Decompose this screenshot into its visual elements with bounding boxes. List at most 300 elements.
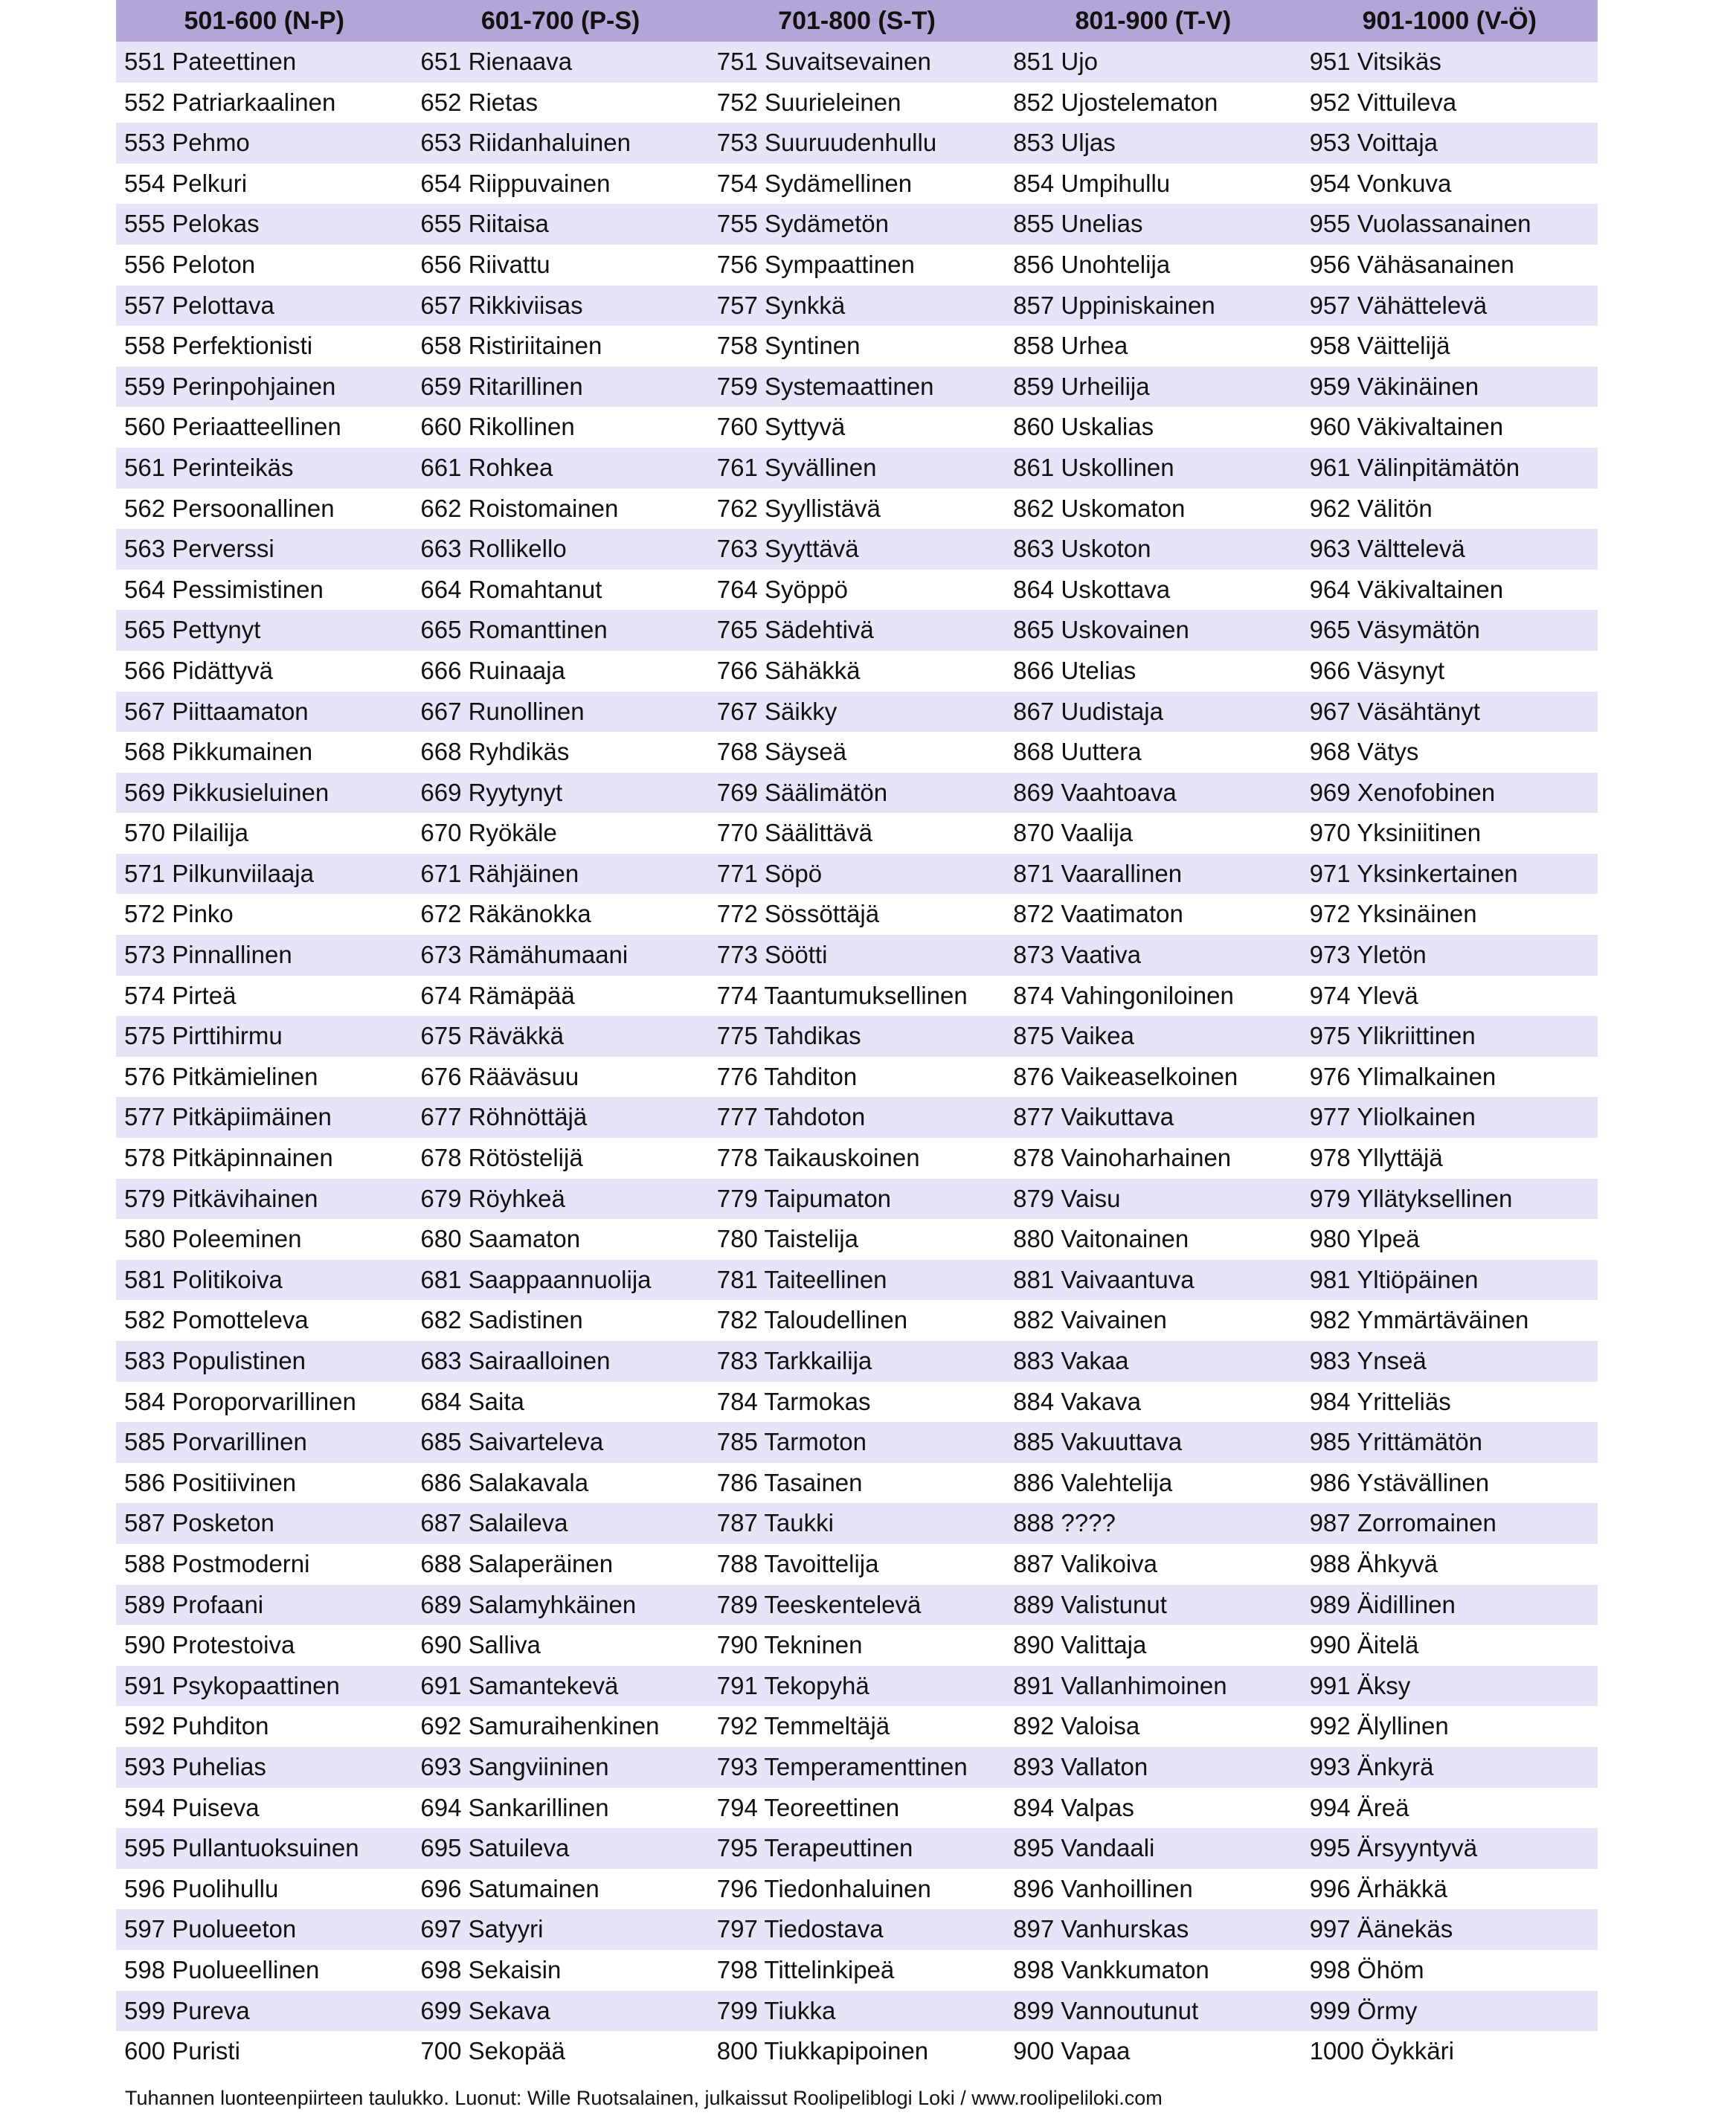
trait-cell: 973 Yletön bbox=[1302, 935, 1598, 976]
trait-cell: 756 Sympaattinen bbox=[709, 245, 1005, 286]
trait-cell: 897 Vanhurskas bbox=[1005, 1909, 1301, 1950]
trait-cell: 671 Rähjäinen bbox=[412, 854, 708, 895]
trait-cell: 580 Poleeminen bbox=[116, 1219, 412, 1260]
trait-cell: 770 Säälittävä bbox=[709, 813, 1005, 854]
trait-cell: 656 Riivattu bbox=[412, 245, 708, 286]
trait-cell: 791 Tekopyhä bbox=[709, 1666, 1005, 1707]
table-row bbox=[116, 1016, 1598, 1057]
table-body bbox=[116, 42, 1598, 2072]
trait-cell: 883 Vakaa bbox=[1005, 1341, 1301, 1382]
trait-cell: 760 Syttyvä bbox=[709, 407, 1005, 448]
table-row bbox=[116, 854, 1598, 895]
table-row bbox=[116, 732, 1598, 773]
table-row bbox=[116, 894, 1598, 935]
trait-cell: 892 Valoisa bbox=[1005, 1706, 1301, 1747]
table-row bbox=[116, 448, 1598, 489]
trait-cell: 957 Vähättelevä bbox=[1302, 286, 1598, 326]
column-header: 501-600 (N-P) bbox=[116, 0, 412, 42]
trait-cell: 697 Satyyri bbox=[412, 1909, 708, 1950]
trait-cell: 781 Taiteellinen bbox=[709, 1260, 1005, 1301]
trait-cell: 554 Pelkuri bbox=[116, 164, 412, 205]
trait-cell: 687 Salaileva bbox=[412, 1503, 708, 1544]
trait-cell: 985 Yrittämätön bbox=[1302, 1422, 1598, 1463]
trait-cell: 857 Uppiniskainen bbox=[1005, 286, 1301, 326]
trait-cell: 868 Uuttera bbox=[1005, 732, 1301, 773]
trait-cell: 788 Tavoittelija bbox=[709, 1544, 1005, 1585]
trait-cell: 895 Vandaali bbox=[1005, 1828, 1301, 1869]
trait-cell: 570 Pilailija bbox=[116, 813, 412, 854]
trait-cell: 862 Uskomaton bbox=[1005, 489, 1301, 530]
column-header: 701-800 (S-T) bbox=[709, 0, 1005, 42]
trait-cell: 971 Yksinkertainen bbox=[1302, 854, 1598, 895]
trait-cell: 598 Puolueellinen bbox=[116, 1950, 412, 1991]
trait-cell: 679 Röyhkeä bbox=[412, 1179, 708, 1220]
trait-cell: 952 Vittuileva bbox=[1302, 83, 1598, 123]
table-row bbox=[116, 1991, 1598, 2032]
trait-cell: 574 Pirteä bbox=[116, 976, 412, 1017]
trait-cell: 562 Persoonallinen bbox=[116, 489, 412, 530]
trait-cell: 959 Väkinäinen bbox=[1302, 367, 1598, 408]
trait-cell: 653 Riidanhaluinen bbox=[412, 123, 708, 164]
trait-cell: 597 Puolueeton bbox=[116, 1909, 412, 1950]
trait-cell: 790 Tekninen bbox=[709, 1625, 1005, 1666]
trait-cell: 786 Tasainen bbox=[709, 1463, 1005, 1504]
trait-cell: 654 Riippuvainen bbox=[412, 164, 708, 205]
trait-cell: 590 Protestoiva bbox=[116, 1625, 412, 1666]
trait-cell: 794 Teoreettinen bbox=[709, 1788, 1005, 1829]
trait-cell: 998 Öhöm bbox=[1302, 1950, 1598, 1991]
trait-cell: 958 Väittelijä bbox=[1302, 326, 1598, 367]
trait-cell: 989 Äidillinen bbox=[1302, 1585, 1598, 1626]
table-row bbox=[116, 245, 1598, 286]
trait-cell: 799 Tiukka bbox=[709, 1991, 1005, 2032]
table-row bbox=[116, 1422, 1598, 1463]
trait-cell: 672 Räkänokka bbox=[412, 894, 708, 935]
trait-cell: 880 Vaitonainen bbox=[1005, 1219, 1301, 1260]
table-row bbox=[116, 1828, 1598, 1869]
trait-cell: 967 Väsähtänyt bbox=[1302, 692, 1598, 733]
trait-cell: 881 Vaivaantuva bbox=[1005, 1260, 1301, 1301]
trait-cell: 566 Pidättyvä bbox=[116, 651, 412, 692]
trait-cell: 968 Vätys bbox=[1302, 732, 1598, 773]
trait-cell: 963 Välttelevä bbox=[1302, 529, 1598, 570]
trait-cell: 593 Puhelias bbox=[116, 1747, 412, 1788]
trait-cell: 997 Äänekäs bbox=[1302, 1909, 1598, 1950]
trait-cell: 577 Pitkäpiimäinen bbox=[116, 1097, 412, 1138]
trait-cell: 852 Ujostelematon bbox=[1005, 83, 1301, 123]
trait-cell: 876 Vaikeaselkoinen bbox=[1005, 1057, 1301, 1098]
table-row bbox=[116, 1788, 1598, 1829]
trait-cell: 776 Tahditon bbox=[709, 1057, 1005, 1098]
trait-cell: 569 Pikkusieluinen bbox=[116, 773, 412, 814]
trait-cell: 955 Vuolassanainen bbox=[1302, 204, 1598, 245]
trait-cell: 681 Saappaannuolija bbox=[412, 1260, 708, 1301]
trait-cell: 696 Satumainen bbox=[412, 1869, 708, 1910]
trait-cell: 699 Sekava bbox=[412, 1991, 708, 2032]
trait-cell: 571 Pilkunviilaaja bbox=[116, 854, 412, 895]
trait-cell: 990 Äitelä bbox=[1302, 1625, 1598, 1666]
trait-cell: 975 Ylikriittinen bbox=[1302, 1016, 1598, 1057]
trait-cell: 869 Vaahtoava bbox=[1005, 773, 1301, 814]
trait-cell: 994 Äreä bbox=[1302, 1788, 1598, 1829]
trait-cell: 762 Syyllistävä bbox=[709, 489, 1005, 530]
trait-table-container bbox=[116, 0, 1598, 2072]
trait-cell: 592 Puhditon bbox=[116, 1706, 412, 1747]
trait-cell: 982 Ymmärtäväinen bbox=[1302, 1300, 1598, 1341]
trait-cell: 771 Söpö bbox=[709, 854, 1005, 895]
trait-cell: 884 Vakava bbox=[1005, 1382, 1301, 1423]
column-header: 601-700 (P-S) bbox=[412, 0, 708, 42]
trait-cell: 683 Sairaalloinen bbox=[412, 1341, 708, 1382]
trait-cell: 684 Saita bbox=[412, 1382, 708, 1423]
table-row bbox=[116, 976, 1598, 1017]
table-row bbox=[116, 692, 1598, 733]
table-row bbox=[116, 489, 1598, 530]
trait-cell: 787 Taukki bbox=[709, 1503, 1005, 1544]
trait-cell: 686 Salakavala bbox=[412, 1463, 708, 1504]
trait-cell: 669 Ryytynyt bbox=[412, 773, 708, 814]
trait-cell: 674 Rämäpää bbox=[412, 976, 708, 1017]
trait-cell: 757 Synkkä bbox=[709, 286, 1005, 326]
trait-cell: 782 Taloudellinen bbox=[709, 1300, 1005, 1341]
trait-cell: 678 Rötöstelijä bbox=[412, 1138, 708, 1179]
trait-cell: 651 Rienaava bbox=[412, 42, 708, 83]
table-row bbox=[116, 42, 1598, 83]
trait-cell: 662 Roistomainen bbox=[412, 489, 708, 530]
trait-cell: 661 Rohkea bbox=[412, 448, 708, 489]
trait-cell: 798 Tittelinkipeä bbox=[709, 1950, 1005, 1991]
trait-cell: 586 Positiivinen bbox=[116, 1463, 412, 1504]
trait-cell: 563 Perverssi bbox=[116, 529, 412, 570]
trait-cell: 560 Periaatteellinen bbox=[116, 407, 412, 448]
trait-cell: 690 Salliva bbox=[412, 1625, 708, 1666]
trait-cell: 795 Terapeuttinen bbox=[709, 1828, 1005, 1869]
table-row bbox=[116, 1950, 1598, 1991]
trait-cell: 583 Populistinen bbox=[116, 1341, 412, 1382]
column-header: 801-900 (T-V) bbox=[1005, 0, 1301, 42]
table-row bbox=[116, 367, 1598, 408]
trait-cell: 766 Sähäkkä bbox=[709, 651, 1005, 692]
table-row bbox=[116, 1219, 1598, 1260]
trait-cell: 755 Sydämetön bbox=[709, 204, 1005, 245]
trait-cell: 557 Pelottava bbox=[116, 286, 412, 326]
trait-cell: 767 Säikky bbox=[709, 692, 1005, 733]
footer-credit: Tuhannen luonteenpiirteen taulukko. Luonut: Wille Ruotsalainen, julkaissut Roolipeliblogi Loki / www.roolipeliloki.com bbox=[125, 2087, 1163, 2109]
trait-cell: 677 Röhnöttäjä bbox=[412, 1097, 708, 1138]
trait-cell: 981 Yltiöpäinen bbox=[1302, 1260, 1598, 1301]
trait-cell: 991 Äksy bbox=[1302, 1666, 1598, 1707]
trait-cell: 789 Teeskentelevä bbox=[709, 1585, 1005, 1626]
table-row bbox=[116, 407, 1598, 448]
trait-cell: 859 Urheilija bbox=[1005, 367, 1301, 408]
trait-cell: 777 Tahdoton bbox=[709, 1097, 1005, 1138]
trait-cell: 775 Tahdikas bbox=[709, 1016, 1005, 1057]
trait-cell: 851 Ujo bbox=[1005, 42, 1301, 83]
table-row bbox=[116, 1747, 1598, 1788]
trait-cell: 587 Posketon bbox=[116, 1503, 412, 1544]
trait-cell: 666 Ruinaaja bbox=[412, 651, 708, 692]
trait-cell: 667 Runollinen bbox=[412, 692, 708, 733]
trait-cell: 856 Unohtelija bbox=[1005, 245, 1301, 286]
trait-cell: 660 Rikollinen bbox=[412, 407, 708, 448]
trait-cell: 664 Romahtanut bbox=[412, 570, 708, 611]
trait-cell: 595 Pullantuoksuinen bbox=[116, 1828, 412, 1869]
trait-cell: 894 Valpas bbox=[1005, 1788, 1301, 1829]
trait-cell: 751 Suvaitsevainen bbox=[709, 42, 1005, 83]
table-row bbox=[116, 529, 1598, 570]
table-row bbox=[116, 1706, 1598, 1747]
trait-cell: 858 Urhea bbox=[1005, 326, 1301, 367]
trait-cell: 700 Sekopää bbox=[412, 2031, 708, 2072]
trait-cell: 680 Saamaton bbox=[412, 1219, 708, 1260]
trait-cell: 655 Riitaisa bbox=[412, 204, 708, 245]
trait-cell: 885 Vakuuttava bbox=[1005, 1422, 1301, 1463]
trait-cell: 698 Sekaisin bbox=[412, 1950, 708, 1991]
trait-cell: 761 Syvällinen bbox=[709, 448, 1005, 489]
table-row bbox=[116, 326, 1598, 367]
column-header: 901-1000 (V-Ö) bbox=[1302, 0, 1598, 42]
table-row bbox=[116, 83, 1598, 123]
table-row bbox=[116, 204, 1598, 245]
trait-cell: 559 Perinpohjainen bbox=[116, 367, 412, 408]
trait-cell: 797 Tiedostava bbox=[709, 1909, 1005, 1950]
trait-cell: 769 Säälimätön bbox=[709, 773, 1005, 814]
trait-cell: 889 Valistunut bbox=[1005, 1585, 1301, 1626]
trait-cell: 599 Pureva bbox=[116, 1991, 412, 2032]
trait-cell: 854 Umpihullu bbox=[1005, 164, 1301, 205]
trait-cell: 874 Vahingoniloinen bbox=[1005, 976, 1301, 1017]
trait-cell: 652 Rietas bbox=[412, 83, 708, 123]
table-row bbox=[116, 1585, 1598, 1626]
table-row bbox=[116, 1463, 1598, 1504]
trait-cell: 689 Salamyhkäinen bbox=[412, 1585, 708, 1626]
trait-cell: 585 Porvarillinen bbox=[116, 1422, 412, 1463]
trait-cell: 1000 Öykkäri bbox=[1302, 2031, 1598, 2072]
table-row bbox=[116, 1382, 1598, 1423]
trait-cell: 576 Pitkämielinen bbox=[116, 1057, 412, 1098]
trait-cell: 898 Vankkumaton bbox=[1005, 1950, 1301, 1991]
trait-cell: 753 Suuruudenhullu bbox=[709, 123, 1005, 164]
trait-cell: 865 Uskovainen bbox=[1005, 610, 1301, 651]
trait-cell: 658 Ristiriitainen bbox=[412, 326, 708, 367]
trait-cell: 764 Syöppö bbox=[709, 570, 1005, 611]
table-row bbox=[116, 1260, 1598, 1301]
trait-cell: 893 Vallaton bbox=[1005, 1747, 1301, 1788]
trait-cell: 873 Vaativa bbox=[1005, 935, 1301, 976]
trait-cell: 575 Pirttihirmu bbox=[116, 1016, 412, 1057]
trait-cell: 992 Älyllinen bbox=[1302, 1706, 1598, 1747]
trait-cell: 758 Syntinen bbox=[709, 326, 1005, 367]
table-row bbox=[116, 1544, 1598, 1585]
trait-cell: 691 Samantekevä bbox=[412, 1666, 708, 1707]
trait-cell: 979 Yllätyksellinen bbox=[1302, 1179, 1598, 1220]
table-row bbox=[116, 935, 1598, 976]
trait-cell: 673 Rämähumaani bbox=[412, 935, 708, 976]
trait-cell: 561 Perinteikäs bbox=[116, 448, 412, 489]
trait-cell: 986 Ystävällinen bbox=[1302, 1463, 1598, 1504]
trait-cell: 785 Tarmoton bbox=[709, 1422, 1005, 1463]
trait-cell: 565 Pettynyt bbox=[116, 610, 412, 651]
trait-cell: 980 Ylpeä bbox=[1302, 1219, 1598, 1260]
trait-cell: 558 Perfektionisti bbox=[116, 326, 412, 367]
table-row bbox=[116, 1909, 1598, 1950]
trait-cell: 588 Postmoderni bbox=[116, 1544, 412, 1585]
trait-cell: 882 Vaivainen bbox=[1005, 1300, 1301, 1341]
trait-cell: 784 Tarmokas bbox=[709, 1382, 1005, 1423]
trait-cell: 670 Ryökäle bbox=[412, 813, 708, 854]
trait-cell: 552 Patriarkaalinen bbox=[116, 83, 412, 123]
trait-cell: 663 Rollikello bbox=[412, 529, 708, 570]
trait-cell: 688 Salaperäinen bbox=[412, 1544, 708, 1585]
table-row bbox=[116, 123, 1598, 164]
trait-cell: 779 Taipumaton bbox=[709, 1179, 1005, 1220]
trait-cell: 774 Taantumuksellinen bbox=[709, 976, 1005, 1017]
trait-cell: 972 Yksinäinen bbox=[1302, 894, 1598, 935]
trait-cell: 969 Xenofobinen bbox=[1302, 773, 1598, 814]
table-row bbox=[116, 813, 1598, 854]
trait-cell: 792 Temmeltäjä bbox=[709, 1706, 1005, 1747]
trait-cell: 596 Puolihullu bbox=[116, 1869, 412, 1910]
trait-cell: 581 Politikoiva bbox=[116, 1260, 412, 1301]
trait-cell: 886 Valehtelija bbox=[1005, 1463, 1301, 1504]
trait-cell: 988 Ähkyvä bbox=[1302, 1544, 1598, 1585]
trait-cell: 772 Sössöttäjä bbox=[709, 894, 1005, 935]
trait-cell: 983 Ynseä bbox=[1302, 1341, 1598, 1382]
trait-cell: 800 Tiukkapipoinen bbox=[709, 2031, 1005, 2072]
trait-cell: 879 Vaisu bbox=[1005, 1179, 1301, 1220]
trait-cell: 867 Uudistaja bbox=[1005, 692, 1301, 733]
trait-cell: 999 Örmy bbox=[1302, 1991, 1598, 2032]
trait-cell: 887 Valikoiva bbox=[1005, 1544, 1301, 1585]
trait-cell: 796 Tiedonhaluinen bbox=[709, 1869, 1005, 1910]
trait-cell: 964 Väkivaltainen bbox=[1302, 570, 1598, 611]
table-row bbox=[116, 164, 1598, 205]
trait-cell: 995 Ärsyyntyvä bbox=[1302, 1828, 1598, 1869]
table-row bbox=[116, 1300, 1598, 1341]
trait-cell: 582 Pomotteleva bbox=[116, 1300, 412, 1341]
table-row bbox=[116, 1625, 1598, 1666]
header-row bbox=[116, 0, 1598, 42]
trait-cell: 765 Sädehtivä bbox=[709, 610, 1005, 651]
table-row bbox=[116, 1503, 1598, 1544]
table-row bbox=[116, 286, 1598, 326]
trait-cell: 993 Änkyrä bbox=[1302, 1747, 1598, 1788]
trait-cell: 861 Uskollinen bbox=[1005, 448, 1301, 489]
trait-cell: 763 Syyttävä bbox=[709, 529, 1005, 570]
trait-cell: 568 Pikkumainen bbox=[116, 732, 412, 773]
table-row bbox=[116, 1097, 1598, 1138]
trait-cell: 694 Sankarillinen bbox=[412, 1788, 708, 1829]
trait-cell: 890 Valittaja bbox=[1005, 1625, 1301, 1666]
trait-table bbox=[116, 0, 1598, 2072]
trait-cell: 870 Vaalija bbox=[1005, 813, 1301, 854]
trait-cell: 863 Uskoton bbox=[1005, 529, 1301, 570]
table-row bbox=[116, 1341, 1598, 1382]
trait-cell: 692 Samuraihenkinen bbox=[412, 1706, 708, 1747]
trait-cell: 970 Yksiniitinen bbox=[1302, 813, 1598, 854]
trait-cell: 987 Zorromainen bbox=[1302, 1503, 1598, 1544]
trait-cell: 551 Pateettinen bbox=[116, 42, 412, 83]
trait-cell: 951 Vitsikäs bbox=[1302, 42, 1598, 83]
trait-cell: 591 Psykopaattinen bbox=[116, 1666, 412, 1707]
table-row bbox=[116, 773, 1598, 814]
trait-cell: 996 Ärhäkkä bbox=[1302, 1869, 1598, 1910]
trait-cell: 896 Vanhoillinen bbox=[1005, 1869, 1301, 1910]
trait-cell: 778 Taikauskoinen bbox=[709, 1138, 1005, 1179]
table-row bbox=[116, 651, 1598, 692]
trait-cell: 961 Välinpitämätön bbox=[1302, 448, 1598, 489]
trait-cell: 978 Yllyttäjä bbox=[1302, 1138, 1598, 1179]
trait-cell: 665 Romanttinen bbox=[412, 610, 708, 651]
trait-cell: 572 Pinko bbox=[116, 894, 412, 935]
trait-cell: 954 Vonkuva bbox=[1302, 164, 1598, 205]
trait-cell: 555 Pelokas bbox=[116, 204, 412, 245]
trait-cell: 589 Profaani bbox=[116, 1585, 412, 1626]
trait-cell: 780 Taistelija bbox=[709, 1219, 1005, 1260]
trait-cell: 556 Peloton bbox=[116, 245, 412, 286]
trait-cell: 899 Vannoutunut bbox=[1005, 1991, 1301, 2032]
trait-cell: 888 ???? bbox=[1005, 1503, 1301, 1544]
trait-cell: 977 Yliolkainen bbox=[1302, 1097, 1598, 1138]
trait-cell: 695 Satuileva bbox=[412, 1828, 708, 1869]
trait-cell: 965 Väsymätön bbox=[1302, 610, 1598, 651]
trait-cell: 682 Sadistinen bbox=[412, 1300, 708, 1341]
table-row bbox=[116, 2031, 1598, 2072]
trait-cell: 693 Sangviininen bbox=[412, 1747, 708, 1788]
table-row bbox=[116, 610, 1598, 651]
trait-cell: 752 Suurieleinen bbox=[709, 83, 1005, 123]
trait-cell: 875 Vaikea bbox=[1005, 1016, 1301, 1057]
trait-cell: 966 Väsynyt bbox=[1302, 651, 1598, 692]
trait-cell: 953 Voittaja bbox=[1302, 123, 1598, 164]
trait-cell: 976 Ylimalkainen bbox=[1302, 1057, 1598, 1098]
table-row bbox=[116, 1869, 1598, 1910]
trait-cell: 759 Systemaattinen bbox=[709, 367, 1005, 408]
trait-cell: 871 Vaarallinen bbox=[1005, 854, 1301, 895]
trait-cell: 891 Vallanhimoinen bbox=[1005, 1666, 1301, 1707]
trait-cell: 584 Poroporvarillinen bbox=[116, 1382, 412, 1423]
trait-cell: 864 Uskottava bbox=[1005, 570, 1301, 611]
trait-cell: 956 Vähäsanainen bbox=[1302, 245, 1598, 286]
trait-cell: 668 Ryhdikäs bbox=[412, 732, 708, 773]
trait-cell: 676 Rääväsuu bbox=[412, 1057, 708, 1098]
trait-cell: 594 Puiseva bbox=[116, 1788, 412, 1829]
trait-cell: 984 Yritteliäs bbox=[1302, 1382, 1598, 1423]
trait-cell: 878 Vainoharhainen bbox=[1005, 1138, 1301, 1179]
trait-cell: 962 Välitön bbox=[1302, 489, 1598, 530]
table-row bbox=[116, 1179, 1598, 1220]
trait-cell: 754 Sydämellinen bbox=[709, 164, 1005, 205]
trait-cell: 793 Temperamenttinen bbox=[709, 1747, 1005, 1788]
table-row bbox=[116, 570, 1598, 611]
trait-cell: 855 Unelias bbox=[1005, 204, 1301, 245]
trait-cell: 567 Piittaamaton bbox=[116, 692, 412, 733]
trait-cell: 600 Puristi bbox=[116, 2031, 412, 2072]
trait-cell: 685 Saivarteleva bbox=[412, 1422, 708, 1463]
trait-cell: 579 Pitkävihainen bbox=[116, 1179, 412, 1220]
trait-cell: 768 Säyseä bbox=[709, 732, 1005, 773]
trait-cell: 573 Pinnallinen bbox=[116, 935, 412, 976]
table-row bbox=[116, 1138, 1598, 1179]
trait-cell: 578 Pitkäpinnainen bbox=[116, 1138, 412, 1179]
trait-cell: 783 Tarkkailija bbox=[709, 1341, 1005, 1382]
trait-cell: 773 Söötti bbox=[709, 935, 1005, 976]
trait-cell: 900 Vapaa bbox=[1005, 2031, 1301, 2072]
trait-cell: 853 Uljas bbox=[1005, 123, 1301, 164]
table-row bbox=[116, 1057, 1598, 1098]
trait-cell: 564 Pessimistinen bbox=[116, 570, 412, 611]
trait-cell: 553 Pehmo bbox=[116, 123, 412, 164]
